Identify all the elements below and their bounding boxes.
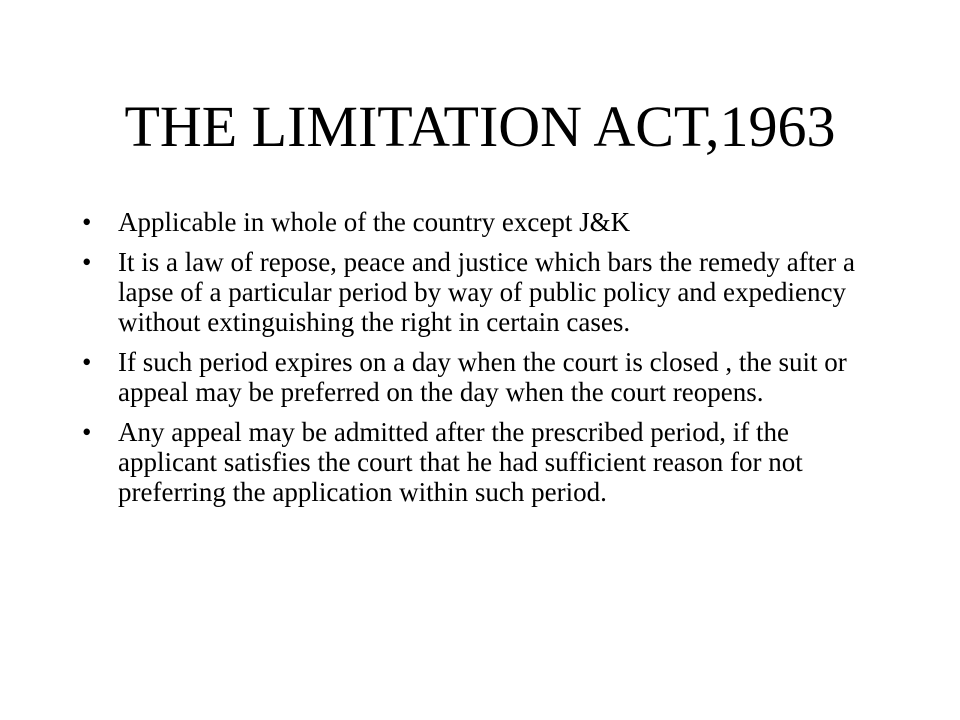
bullet-icon: • <box>82 247 92 277</box>
bullet-text: It is a law of repose, peace and justice which bars the remedy after a lapse of a particular period by way of public policy and expediency without extinguishing the right in certain cases. <box>118 247 855 337</box>
bullet-text: If such period expires on a day when the court is closed , the suit or appeal may be preferred on the day when the court reopens. <box>118 347 847 407</box>
bullet-list <box>82 207 892 517</box>
bullet-item <box>82 207 892 237</box>
bullet-icon: • <box>82 417 92 447</box>
bullet-item <box>82 347 892 407</box>
bullet-text: Any appeal may be admitted after the prescribed period, if the applicant satisfies the court that he had sufficient reason for not preferring the application within such period. <box>118 417 803 507</box>
bullet-item <box>82 247 892 337</box>
slide-title: THE LIMITATION ACT,1963 <box>124 94 836 159</box>
bullet-item <box>82 417 892 507</box>
bullet-icon: • <box>82 207 92 237</box>
bullet-text: Applicable in whole of the country except J&K <box>118 207 631 237</box>
bullet-icon: • <box>82 347 92 377</box>
